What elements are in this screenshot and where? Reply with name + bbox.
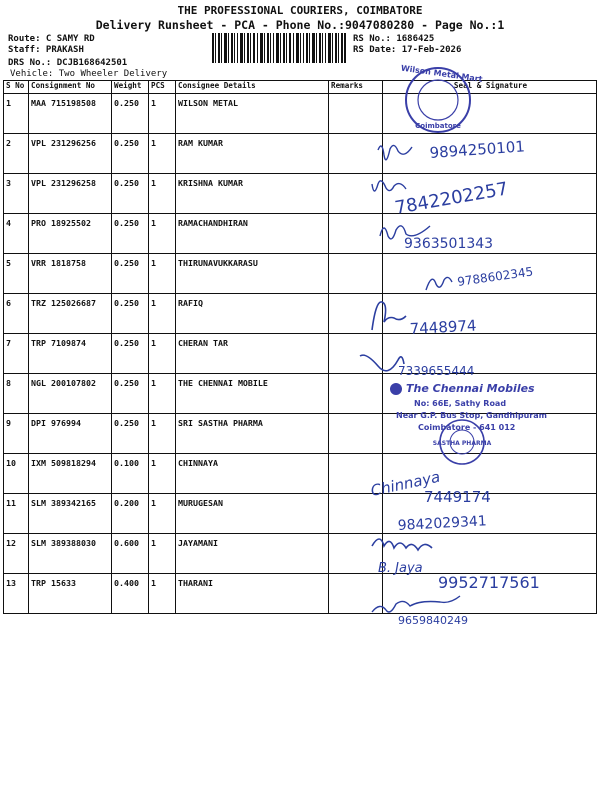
row-sno: 6 — [4, 294, 29, 334]
row-weight: 0.200 — [112, 494, 149, 534]
col-pcs-header: PCS — [149, 81, 176, 94]
phone-row-2: 9894250101 — [429, 137, 526, 162]
row-remarks — [329, 374, 383, 414]
row-weight: 0.250 — [112, 294, 149, 334]
row-remarks — [329, 454, 383, 494]
row-remarks — [329, 534, 383, 574]
row-sno: 11 — [4, 494, 29, 534]
row-remarks — [329, 254, 383, 294]
row-consignee: SRI SASTHA PHARMA — [176, 414, 329, 454]
row-weight: 0.250 — [112, 414, 149, 454]
route-label: Route: C SAMY RD — [8, 34, 95, 44]
table-row — [4, 174, 597, 214]
row-consignee: WILSON METAL — [176, 94, 329, 134]
row-weight: 0.250 — [112, 374, 149, 414]
col-sno-header: S No — [4, 81, 29, 94]
row-remarks — [329, 134, 383, 174]
row-weight: 0.250 — [112, 94, 149, 134]
row-consignment: TRZ 125026687 — [29, 294, 112, 334]
phone-row-11: 9842029341 — [397, 513, 488, 534]
rs-no-label: RS No.: 1686425 — [353, 34, 435, 44]
row-signature — [383, 94, 597, 134]
row-remarks — [329, 94, 383, 134]
row-weight: 0.250 — [112, 254, 149, 294]
row-consignment: VPL 231296256 — [29, 134, 112, 174]
row-pcs: 1 — [149, 214, 176, 254]
signature-row-10: Chinnaya — [369, 467, 442, 500]
page-title: THE PROFESSIONAL COURIERS, COIMBATORE — [177, 4, 423, 17]
table-row — [4, 574, 597, 614]
table-row — [4, 94, 597, 134]
row-sno: 12 — [4, 534, 29, 574]
row-pcs: 1 — [149, 334, 176, 374]
row-pcs: 1 — [149, 174, 176, 214]
row-pcs: 1 — [149, 414, 176, 454]
chennai-stamp-name: The Chennai Mobiles — [406, 382, 535, 395]
row-consignee: THE CHENNAI MOBILE — [176, 374, 329, 414]
row-consignment: SLM 389388030 — [29, 534, 112, 574]
chennai-stamp-addr3: Coimbatore - 641 012 — [418, 423, 516, 432]
row-pcs: 1 — [149, 374, 176, 414]
row-weight: 0.100 — [112, 454, 149, 494]
row-sno: 8 — [4, 374, 29, 414]
row-weight: 0.250 — [112, 134, 149, 174]
row-consignee: KRISHNA KUMAR — [176, 174, 329, 214]
table-row — [4, 454, 597, 494]
signature-row-12: B. Jaya — [378, 561, 423, 576]
chennai-stamp-addr2: Near G.P. Bus Stop, Gandhipuram — [396, 411, 547, 420]
row-pcs: 1 — [149, 534, 176, 574]
table-row — [4, 414, 597, 454]
row-pcs: 1 — [149, 454, 176, 494]
table-row — [4, 494, 597, 534]
table-row — [4, 214, 597, 254]
staff-label: Staff: PRAKASH — [8, 45, 84, 55]
table-row — [4, 334, 597, 374]
row-weight: 0.250 — [112, 214, 149, 254]
row-sno: 9 — [4, 414, 29, 454]
row-sno: 4 — [4, 214, 29, 254]
table-row — [4, 294, 597, 334]
row-pcs: 1 — [149, 494, 176, 534]
table-row — [4, 254, 597, 294]
row-consignee: MURUGESAN — [176, 494, 329, 534]
row-weight: 0.400 — [112, 574, 149, 614]
vehicle-label: Vehicle: Two Wheeler Delivery — [10, 69, 168, 79]
col-signature-header: Seal & Signature — [383, 81, 597, 94]
col-consignment-header: Consignment No — [29, 81, 112, 94]
row-consignment: VRR 1818758 — [29, 254, 112, 294]
row-signature — [383, 414, 597, 454]
row-sno: 2 — [4, 134, 29, 174]
row-consignee: THIRUNAVUKKARASU — [176, 254, 329, 294]
row-weight: 0.250 — [112, 174, 149, 214]
barcode — [212, 33, 346, 63]
row-consignee: CHINNAYA — [176, 454, 329, 494]
table-row — [4, 534, 597, 574]
row-sno: 5 — [4, 254, 29, 294]
phone-row-12: 9952717561 — [438, 573, 540, 592]
row-signature — [383, 534, 597, 574]
table-header-row — [4, 81, 597, 94]
drs-label: DRS No.: DCJB168642501 — [8, 58, 128, 68]
col-remarks-header: Remarks — [329, 81, 383, 94]
row-signature — [383, 214, 597, 254]
row-sno: 1 — [4, 94, 29, 134]
row-signature — [383, 574, 597, 614]
row-pcs: 1 — [149, 134, 176, 174]
row-remarks — [329, 214, 383, 254]
row-consignment: PRO 18925502 — [29, 214, 112, 254]
table-row — [4, 374, 597, 414]
row-signature — [383, 254, 597, 294]
row-sno: 13 — [4, 574, 29, 614]
phone-row-5: 9788602345 — [456, 264, 535, 289]
phone-row-4: 9363501343 — [404, 236, 494, 252]
row-remarks — [329, 414, 383, 454]
row-consignment: SLM 389342165 — [29, 494, 112, 534]
row-consignment: NGL 200107802 — [29, 374, 112, 414]
runsheet-table — [3, 80, 597, 614]
col-consignee-header: Consignee Details — [176, 81, 329, 94]
row-signature — [383, 454, 597, 494]
row-remarks — [329, 294, 383, 334]
row-consignment: MAA 715198508 — [29, 94, 112, 134]
row-consignee: RAMACHANDHIRAN — [176, 214, 329, 254]
row-consignee: RAM KUMAR — [176, 134, 329, 174]
row-signature — [383, 174, 597, 214]
phone-row-13: 9659840249 — [398, 614, 468, 627]
row-sno: 7 — [4, 334, 29, 374]
row-signature — [383, 334, 597, 374]
wilson-stamp-line2: Coimbatore — [415, 122, 461, 130]
phone-row-3: 7842202257 — [393, 178, 510, 219]
row-consignment: TRP 7109874 — [29, 334, 112, 374]
wilson-stamp-line1: Wilson Metal Mart — [400, 63, 484, 84]
row-weight: 0.250 — [112, 334, 149, 374]
row-consignee: THARANI — [176, 574, 329, 614]
runsheet-subtitle: Delivery Runsheet - PCA - Phone No.:9047080280 - Page No.:1 — [95, 18, 505, 32]
phone-row-7: 7339655444 — [398, 364, 475, 378]
row-consignee: RAFIQ — [176, 294, 329, 334]
row-consignment: VPL 231296258 — [29, 174, 112, 214]
row-pcs: 1 — [149, 94, 176, 134]
row-consignment: DPI 976994 — [29, 414, 112, 454]
table-row — [4, 134, 597, 174]
phone-row-6: 7448974 — [409, 316, 477, 338]
phone-row-10: 7449174 — [424, 488, 491, 506]
row-remarks — [329, 574, 383, 614]
chennai-stamp-addr1: No: 66E, Sathy Road — [414, 399, 507, 408]
rs-date-label: RS Date: 17-Feb-2026 — [353, 45, 462, 55]
row-signature — [383, 494, 597, 534]
row-sno: 10 — [4, 454, 29, 494]
row-pcs: 1 — [149, 294, 176, 334]
row-remarks — [329, 494, 383, 534]
row-consignment: IXM 509818294 — [29, 454, 112, 494]
row-signature — [383, 294, 597, 334]
row-weight: 0.600 — [112, 534, 149, 574]
row-consignee: CHERAN TAR — [176, 334, 329, 374]
row-pcs: 1 — [149, 254, 176, 294]
row-remarks — [329, 174, 383, 214]
col-weight-header: Weight — [112, 81, 149, 94]
row-pcs: 1 — [149, 574, 176, 614]
row-consignee: JAYAMANI — [176, 534, 329, 574]
row-remarks — [329, 334, 383, 374]
row-signature — [383, 374, 597, 414]
row-signature — [383, 134, 597, 174]
sastha-stamp-text: SASTHA PHARMA — [432, 440, 492, 447]
row-consignment: TRP 15633 — [29, 574, 112, 614]
row-sno: 3 — [4, 174, 29, 214]
